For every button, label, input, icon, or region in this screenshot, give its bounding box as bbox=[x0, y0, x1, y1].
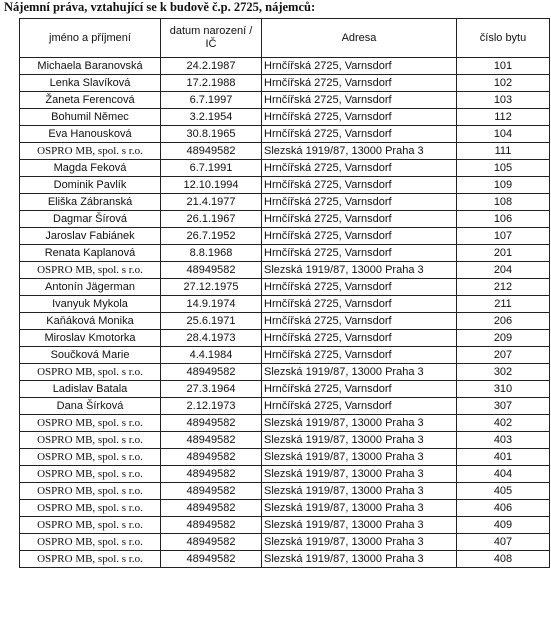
cell-name: OSPRO MB, spol. s r.o. bbox=[20, 449, 161, 466]
cell-unit: 406 bbox=[457, 500, 550, 517]
cell-address: Slezská 1919/87, 13000 Praha 3 bbox=[262, 517, 457, 534]
column-header-unit: číslo bytu bbox=[457, 19, 550, 58]
table-row bbox=[20, 347, 550, 364]
cell-unit: 402 bbox=[457, 415, 550, 432]
cell-name: OSPRO MB, spol. s r.o. bbox=[20, 262, 161, 279]
table-row bbox=[20, 500, 550, 517]
cell-date: 25.6.1971 bbox=[161, 313, 262, 330]
cell-address: Slezská 1919/87, 13000 Praha 3 bbox=[262, 534, 457, 551]
cell-date: 2.12.1973 bbox=[161, 398, 262, 415]
cell-name: Lenka Slavíková bbox=[20, 75, 161, 92]
cell-name: Renata Kaplanová bbox=[20, 245, 161, 262]
cell-unit: 302 bbox=[457, 364, 550, 381]
table-row bbox=[20, 483, 550, 500]
cell-address: Slezská 1919/87, 13000 Praha 3 bbox=[262, 143, 457, 160]
cell-date: 21.4.1977 bbox=[161, 194, 262, 211]
cell-address: Hrnčířská 2725, Varnsdorf bbox=[262, 75, 457, 92]
cell-address: Slezská 1919/87, 13000 Praha 3 bbox=[262, 500, 457, 517]
cell-address: Slezská 1919/87, 13000 Praha 3 bbox=[262, 449, 457, 466]
cell-date: 48949582 bbox=[161, 466, 262, 483]
cell-name: OSPRO MB, spol. s r.o. bbox=[20, 483, 161, 500]
cell-name: OSPRO MB, spol. s r.o. bbox=[20, 466, 161, 483]
cell-date: 26.1.1967 bbox=[161, 211, 262, 228]
cell-date: 48949582 bbox=[161, 517, 262, 534]
cell-date: 6.7.1991 bbox=[161, 160, 262, 177]
cell-unit: 310 bbox=[457, 381, 550, 398]
cell-unit: 204 bbox=[457, 262, 550, 279]
cell-name: Bohumil Němec bbox=[20, 109, 161, 126]
table-row bbox=[20, 109, 550, 126]
cell-unit: 307 bbox=[457, 398, 550, 415]
cell-address: Hrnčířská 2725, Varnsdorf bbox=[262, 381, 457, 398]
cell-unit: 112 bbox=[457, 109, 550, 126]
cell-name: Eva Hanousková bbox=[20, 126, 161, 143]
cell-date: 17.2.1988 bbox=[161, 75, 262, 92]
table-row bbox=[20, 245, 550, 262]
document-heading: Nájemní práva, vztahující se k budově č.p. 2725, nájemců: bbox=[4, 0, 316, 14]
tenants-table bbox=[19, 18, 550, 568]
table-row bbox=[20, 177, 550, 194]
table-row bbox=[20, 364, 550, 381]
cell-date: 28.4.1973 bbox=[161, 330, 262, 347]
column-header-date: datum narození / IČ bbox=[161, 19, 262, 58]
table-row bbox=[20, 466, 550, 483]
cell-unit: 209 bbox=[457, 330, 550, 347]
table-row bbox=[20, 432, 550, 449]
cell-name: Kaňáková Monika bbox=[20, 313, 161, 330]
cell-address: Slezská 1919/87, 13000 Praha 3 bbox=[262, 415, 457, 432]
cell-unit: 407 bbox=[457, 534, 550, 551]
cell-name: Antonín Jägerman bbox=[20, 279, 161, 296]
cell-date: 48949582 bbox=[161, 500, 262, 517]
column-header-name: jméno a příjmení bbox=[20, 19, 161, 58]
cell-unit: 403 bbox=[457, 432, 550, 449]
cell-name: Michaela Baranovská bbox=[20, 58, 161, 75]
cell-unit: 104 bbox=[457, 126, 550, 143]
cell-address: Slezská 1919/87, 13000 Praha 3 bbox=[262, 262, 457, 279]
table-row bbox=[20, 381, 550, 398]
table-row bbox=[20, 296, 550, 313]
cell-name: Magda Feková bbox=[20, 160, 161, 177]
cell-name: OSPRO MB, spol. s r.o. bbox=[20, 534, 161, 551]
cell-date: 14.9.1974 bbox=[161, 296, 262, 313]
cell-date: 27.3.1964 bbox=[161, 381, 262, 398]
table-row bbox=[20, 211, 550, 228]
cell-date: 48949582 bbox=[161, 483, 262, 500]
table-row bbox=[20, 313, 550, 330]
cell-date: 6.7.1997 bbox=[161, 92, 262, 109]
cell-address: Slezská 1919/87, 13000 Praha 3 bbox=[262, 466, 457, 483]
cell-unit: 103 bbox=[457, 92, 550, 109]
cell-address: Hrnčířská 2725, Varnsdorf bbox=[262, 177, 457, 194]
cell-name: OSPRO MB, spol. s r.o. bbox=[20, 551, 161, 568]
cell-unit: 212 bbox=[457, 279, 550, 296]
cell-date: 48949582 bbox=[161, 143, 262, 160]
cell-date: 4.4.1984 bbox=[161, 347, 262, 364]
cell-date: 27.12.1975 bbox=[161, 279, 262, 296]
cell-address: Hrnčířská 2725, Varnsdorf bbox=[262, 58, 457, 75]
cell-address: Hrnčířská 2725, Varnsdorf bbox=[262, 313, 457, 330]
cell-address: Slezská 1919/87, 13000 Praha 3 bbox=[262, 432, 457, 449]
cell-name: Dagmar Šírová bbox=[20, 211, 161, 228]
cell-date: 48949582 bbox=[161, 551, 262, 568]
cell-date: 48949582 bbox=[161, 432, 262, 449]
table-row bbox=[20, 58, 550, 75]
cell-name: Jaroslav Fabiánek bbox=[20, 228, 161, 245]
table-row bbox=[20, 194, 550, 211]
cell-name: Miroslav Kmotorka bbox=[20, 330, 161, 347]
table-header-row bbox=[20, 19, 550, 58]
cell-unit: 102 bbox=[457, 75, 550, 92]
table-row bbox=[20, 160, 550, 177]
cell-date: 8.8.1968 bbox=[161, 245, 262, 262]
cell-date: 3.2.1954 bbox=[161, 109, 262, 126]
cell-address: Hrnčířská 2725, Varnsdorf bbox=[262, 126, 457, 143]
cell-address: Hrnčířská 2725, Varnsdorf bbox=[262, 228, 457, 245]
cell-name: OSPRO MB, spol. s r.o. bbox=[20, 143, 161, 160]
cell-date: 48949582 bbox=[161, 449, 262, 466]
cell-unit: 106 bbox=[457, 211, 550, 228]
cell-unit: 211 bbox=[457, 296, 550, 313]
cell-address: Slezská 1919/87, 13000 Praha 3 bbox=[262, 364, 457, 381]
cell-address: Hrnčířská 2725, Varnsdorf bbox=[262, 330, 457, 347]
table-row bbox=[20, 415, 550, 432]
cell-name: Dominik Pavlík bbox=[20, 177, 161, 194]
cell-date: 12.10.1994 bbox=[161, 177, 262, 194]
cell-unit: 109 bbox=[457, 177, 550, 194]
table-row bbox=[20, 143, 550, 160]
cell-name: Dana Šírková bbox=[20, 398, 161, 415]
cell-address: Hrnčířská 2725, Varnsdorf bbox=[262, 398, 457, 415]
cell-address: Hrnčířská 2725, Varnsdorf bbox=[262, 160, 457, 177]
cell-unit: 108 bbox=[457, 194, 550, 211]
cell-date: 48949582 bbox=[161, 364, 262, 381]
cell-address: Hrnčířská 2725, Varnsdorf bbox=[262, 279, 457, 296]
column-header-address: Adresa bbox=[262, 19, 457, 58]
cell-name: Ivanyuk Mykola bbox=[20, 296, 161, 313]
cell-unit: 405 bbox=[457, 483, 550, 500]
cell-address: Hrnčířská 2725, Varnsdorf bbox=[262, 211, 457, 228]
cell-date: 30.8.1965 bbox=[161, 126, 262, 143]
cell-name: Součková Marie bbox=[20, 347, 161, 364]
cell-unit: 401 bbox=[457, 449, 550, 466]
table-body bbox=[20, 58, 550, 568]
cell-unit: 111 bbox=[457, 143, 550, 160]
cell-unit: 408 bbox=[457, 551, 550, 568]
cell-address: Hrnčířská 2725, Varnsdorf bbox=[262, 109, 457, 126]
cell-address: Hrnčířská 2725, Varnsdorf bbox=[262, 245, 457, 262]
cell-name: OSPRO MB, spol. s r.o. bbox=[20, 415, 161, 432]
cell-date: 48949582 bbox=[161, 262, 262, 279]
cell-address: Slezská 1919/87, 13000 Praha 3 bbox=[262, 551, 457, 568]
cell-date: 24.2.1987 bbox=[161, 58, 262, 75]
cell-address: Slezská 1919/87, 13000 Praha 3 bbox=[262, 483, 457, 500]
table-row bbox=[20, 449, 550, 466]
cell-address: Hrnčířská 2725, Varnsdorf bbox=[262, 194, 457, 211]
cell-address: Hrnčířská 2725, Varnsdorf bbox=[262, 296, 457, 313]
cell-unit: 404 bbox=[457, 466, 550, 483]
cell-unit: 409 bbox=[457, 517, 550, 534]
cell-address: Hrnčířská 2725, Varnsdorf bbox=[262, 92, 457, 109]
table-row bbox=[20, 228, 550, 245]
cell-name: OSPRO MB, spol. s r.o. bbox=[20, 517, 161, 534]
cell-unit: 101 bbox=[457, 58, 550, 75]
table-row bbox=[20, 534, 550, 551]
cell-unit: 107 bbox=[457, 228, 550, 245]
table-row bbox=[20, 92, 550, 109]
cell-name: Eliška Zábranská bbox=[20, 194, 161, 211]
table-row bbox=[20, 330, 550, 347]
cell-date: 48949582 bbox=[161, 415, 262, 432]
cell-date: 26.7.1952 bbox=[161, 228, 262, 245]
cell-name: OSPRO MB, spol. s r.o. bbox=[20, 432, 161, 449]
cell-name: Žaneta Ferencová bbox=[20, 92, 161, 109]
cell-address: Hrnčířská 2725, Varnsdorf bbox=[262, 347, 457, 364]
table-row bbox=[20, 279, 550, 296]
cell-name: Ladislav Batala bbox=[20, 381, 161, 398]
cell-name: OSPRO MB, spol. s r.o. bbox=[20, 500, 161, 517]
table-row bbox=[20, 551, 550, 568]
table-row bbox=[20, 517, 550, 534]
cell-unit: 201 bbox=[457, 245, 550, 262]
table-row bbox=[20, 262, 550, 279]
table-row bbox=[20, 75, 550, 92]
table-row bbox=[20, 398, 550, 415]
cell-unit: 105 bbox=[457, 160, 550, 177]
cell-date: 48949582 bbox=[161, 534, 262, 551]
cell-unit: 207 bbox=[457, 347, 550, 364]
cell-name: OSPRO MB, spol. s r.o. bbox=[20, 364, 161, 381]
table-row bbox=[20, 126, 550, 143]
cell-unit: 206 bbox=[457, 313, 550, 330]
